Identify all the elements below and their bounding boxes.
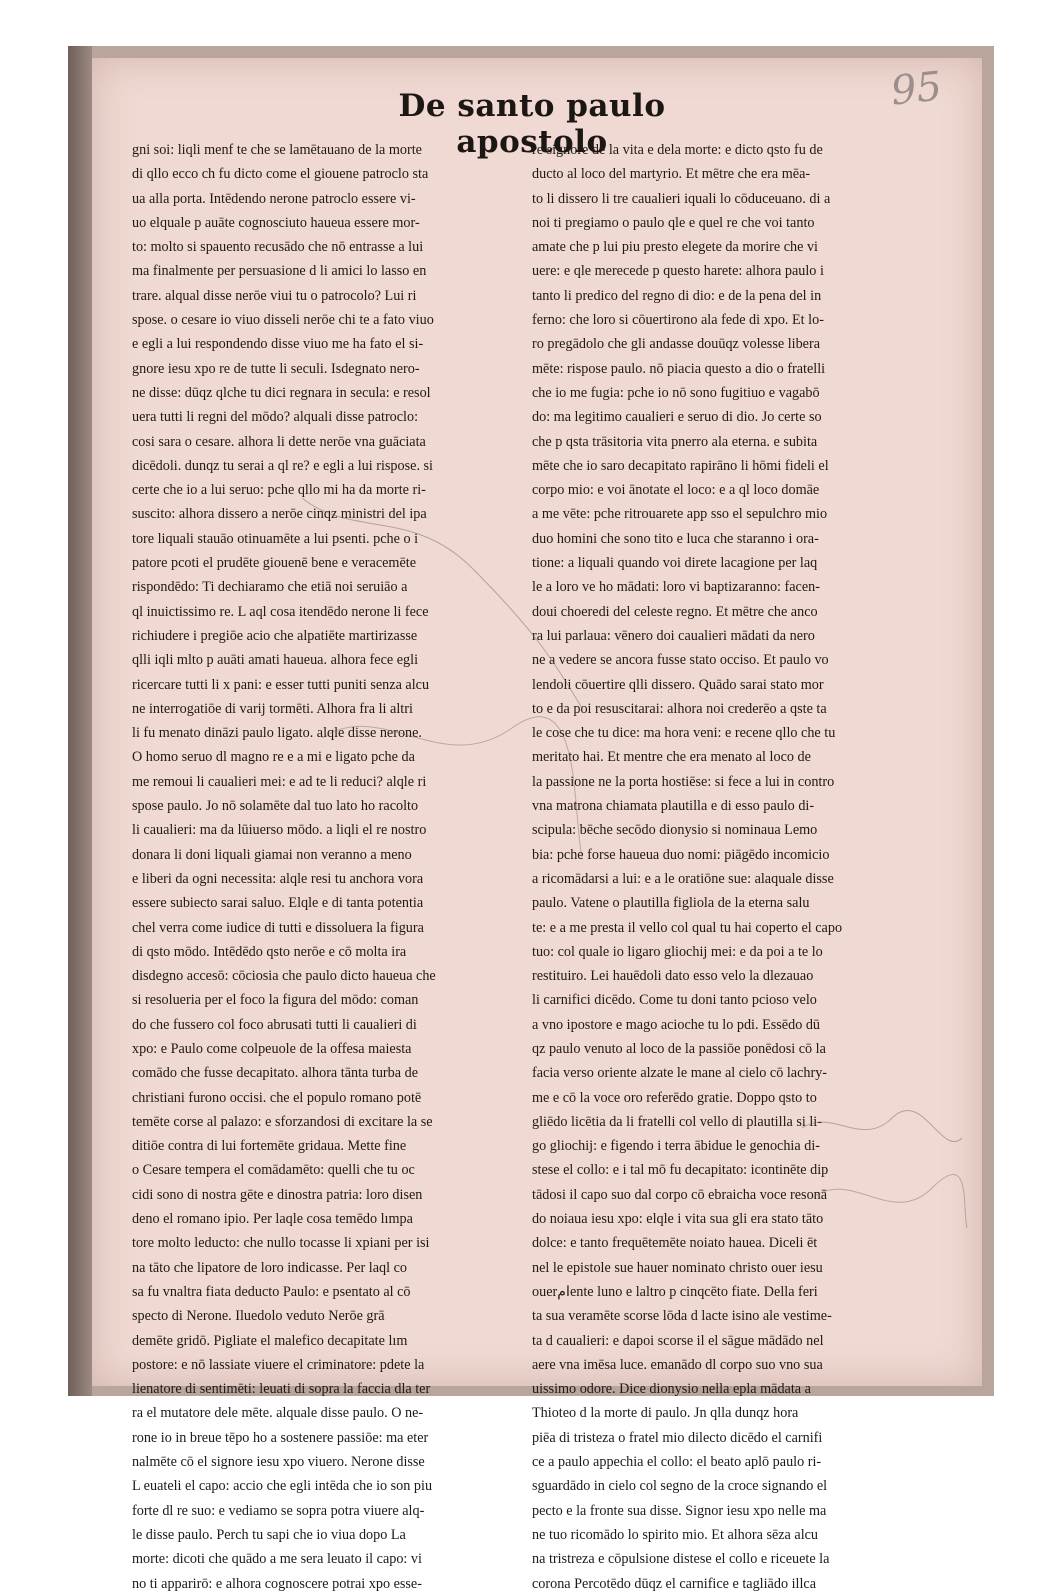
text-line: go gliochij: e figendo i terra ābidue le genochia di- bbox=[532, 1138, 820, 1155]
text-line: nel le epistole sue hauer nominato christo ouer iesu bbox=[532, 1259, 823, 1276]
text-line: paulo. Vatene o plautilla figliola de la eterna salu bbox=[532, 895, 810, 912]
text-line: sguardādo in cielo col segno de la croce signando el bbox=[532, 1478, 828, 1495]
text-line: gni soi: liqli menf te che se lamētauano de la morte bbox=[132, 142, 422, 158]
text-line: qz paulo venuto al loco de la passiōe ponēdosi cō la bbox=[532, 1040, 826, 1057]
text-line: a me vēte: pche ritrouarete app sso el sepulchro mio bbox=[532, 506, 828, 523]
text-line: ua alla porta. Intēdendo nerone patroclo essere vi- bbox=[132, 190, 416, 207]
text-line: suscito: alhora dissero a nerōe cinqz ministri del ipa bbox=[132, 506, 427, 523]
text-line: lienatore di sentimēti: leuati di sopra la faccia dla ter bbox=[132, 1381, 431, 1398]
text-line: ne a vedere se ancora fusse stato occiso. Et paulo vo bbox=[532, 652, 829, 669]
text-line: le disse paulo. Perch tu sapi che io viua dopo La bbox=[132, 1526, 406, 1543]
text-line: patore pcoti el prudēte giouenē bene e veracemēte bbox=[132, 555, 416, 572]
text-line: meritato hai. Et mentre che era menato al loco de bbox=[532, 749, 811, 766]
text-line: la passione ne la porta hostiēse: si fece a lui in contro bbox=[532, 773, 835, 790]
text-line: re signore de la vita e dela morte: e dicto qsto fu de bbox=[532, 142, 823, 158]
text-line: ditiōe contra di lui fortemēte gridaua. Mette fine bbox=[132, 1138, 407, 1155]
text-line: tādosi il capo suo dal corpo cō ebraicha voce resonā bbox=[532, 1186, 828, 1203]
text-line: uere: e qle merecede p questo harete: alhora paulo i bbox=[532, 263, 824, 280]
text-line: ne interrogatiōe di varij tormēti. Alhora fra li altri bbox=[132, 700, 413, 717]
text-line: le a loro ve ho mādati: loro vi baptizaranno: facen- bbox=[532, 579, 820, 596]
text-line: postore: e nō lassiate viuere el criminatore: pdete la bbox=[132, 1356, 425, 1373]
text-line: uo elquale p auāte cognosciuto haueua essere mor- bbox=[132, 214, 420, 231]
text-line: tuo: col quale io ligaro gliochij mei: e da poi a te lo bbox=[532, 943, 823, 960]
text-line: bia: pche forse haueua duo nomi: piāgēdo incomicio bbox=[532, 846, 830, 863]
text-line: li fu menato dināzi paulo ligato. alqle disse nerone. bbox=[132, 725, 422, 742]
text-line: tore molto leducto: che nullo tocasse li xpiani per isi bbox=[132, 1235, 430, 1252]
text-line: trare. alqual disse nerōe viui tu o patrocolo? Lui ri bbox=[132, 287, 417, 304]
text-line: xpo: e Paulo come colpeuole de la offesa maiesta bbox=[132, 1040, 412, 1057]
text-line: rispondēdo: Ti dechiaramo che etiā noi seruiāo a bbox=[132, 579, 408, 596]
text-line: to: molto si spauento recusādo che nō entrasse a lui bbox=[132, 239, 424, 256]
text-line: restituiro. Lei hauēdoli dato esso velo la dlezauao bbox=[532, 968, 814, 985]
text-line: ducto al loco del martyrio. Et mētre che era mēa- bbox=[532, 166, 811, 183]
text-line: che p qsta trāsitoria vita pnerro ala eterna. e subita bbox=[532, 433, 818, 450]
text-line: essere subiecto sarai saluo. Elqle e di tanta potentia bbox=[132, 895, 424, 912]
text-line: no ti apparirō: e alhora cognoscere potrai xpo esse- bbox=[132, 1575, 422, 1592]
text-line: to li dissero li tre caualieri iquali lo cōduceuano. di a bbox=[532, 190, 831, 207]
text-line: cosi sara o cesare. alhora li dette nerōe vna guāciata bbox=[132, 433, 426, 450]
text-line: ra el mutatore dele mēte. alquale disse paulo. O ne- bbox=[132, 1405, 424, 1422]
text-line: na tristreza e cōpulsione distese el collo e riceuete la bbox=[532, 1551, 830, 1568]
text-line: noi ti pregiamo o paulo qle e quel re che voi tanto bbox=[532, 214, 815, 231]
text-line: forte dl re suo: e vediamo se sopra potra viuere alq- bbox=[132, 1502, 425, 1519]
text-line: ferno: che loro si cōuertirono ala fede di xpo. Et lo- bbox=[532, 312, 824, 329]
text-line: O homo seruo dl magno re e a mi e ligato pche da bbox=[132, 749, 415, 766]
text-line: ra lui parlaua: vēnero doi caualieri mādati da nero bbox=[532, 627, 815, 644]
text-line: e liberi da ogni necessita: alqle resi tu anchora vora bbox=[132, 870, 424, 887]
text-line: spose paulo. Jo nō solamēte dal tuo lato ho racolto bbox=[132, 798, 419, 815]
text-line: ql inuictissimo re. L aql cosa itendēdo nerone li fece bbox=[132, 603, 429, 620]
text-line: corona Percotēdo dūqz el carnifice e tagliādo illca bbox=[532, 1575, 817, 1592]
text-line: le cose che tu dice: ma hora veni: e recene qllo che tu bbox=[532, 725, 836, 742]
text-line: dicēdoli. dunqz tu serai a ql re? e egli a lui rispose. si bbox=[132, 457, 433, 474]
text-line: sa fu vnaltra fiata deducto Paulo: e psentato al cō bbox=[132, 1283, 411, 1300]
text-line: aere vna imēsa luce. emanādo dl corpo suo vno sua bbox=[532, 1356, 823, 1373]
text-line: demēte gridō. Pigliate el malefico decapitate lım bbox=[132, 1332, 408, 1349]
text-line: pecto e la fronte sua disse. Signor iesu xpo nelle ma bbox=[532, 1502, 827, 1519]
text-line: specto di Nerone. Iluedolo veduto Nerōe grā bbox=[132, 1308, 385, 1325]
text-line: duo homini che sono tito e luca che staranno i ora- bbox=[532, 530, 819, 547]
text-line: deno el romano ipio. Per laqle cosa temēdo lımpa bbox=[132, 1211, 413, 1228]
text-line: te: e a me presta il vello col qual tu hai coperto el capo bbox=[532, 919, 843, 936]
text-line: mēte che io saro decapitato rapirāno li hōmi fideli el bbox=[532, 457, 829, 474]
text-line: si resolueria per el foco la figura del mōdo: coman bbox=[132, 992, 419, 1009]
text-column-right bbox=[532, 138, 912, 1596]
text-line: rone io in breue tēpo ho a sostenere passiōe: ma eter bbox=[132, 1429, 429, 1446]
text-line: Thioteo d la morte di paulo. Jn qlla dunqz hora bbox=[532, 1405, 799, 1422]
text-line: dolce: e tanto frequētemēte noiato hauea. Diceli ēt bbox=[532, 1235, 818, 1252]
text-column-left bbox=[132, 138, 512, 1596]
text-line: uera tutti li regni del mōdo? alquali disse patroclo: bbox=[132, 409, 419, 426]
text-line: vna matrona chiamata plautilla e di esso paulo di- bbox=[532, 798, 815, 815]
text-line: to e da poi resuscitarai: alhora noi crederēo a qste ta bbox=[532, 700, 827, 717]
text-line: o Cesare tempera el comādamēto: quelli che tu oc bbox=[132, 1162, 415, 1179]
text-line: nalmēte cō el signore iesu xpo viuero. Nerone disse bbox=[132, 1454, 425, 1471]
folio-number: 95 bbox=[888, 63, 945, 115]
text-line: comādo che fusse decapitato. alhora tānta turba de bbox=[132, 1065, 418, 1082]
text-line: cidi sono di nostra gēte e dinostra patria: loro disen bbox=[132, 1186, 423, 1203]
text-line: li carnifici dicēdo. Come tu doni tanto pcioso velo bbox=[532, 992, 817, 1009]
text-line: amate che p lui piu presto elegete da morire che vi bbox=[532, 239, 818, 256]
text-line: ne disse: dūqz qlche tu dici regnara in secula: e resol bbox=[132, 384, 431, 401]
text-line: lendoli cōuertire qlli dissero. Quādo sarai stato mor bbox=[532, 676, 824, 693]
text-line: christiani furono occisi. che el populo romano potē bbox=[132, 1089, 422, 1106]
text-line: doui choeredi del celeste regno. Et mētre che anco bbox=[532, 603, 818, 620]
text-line: ouerامente luno e laltro p cinqcēto fiate. Della feri bbox=[532, 1283, 818, 1300]
text-line: li caualieri: ma da lūiuerso mōdo. a liqli el re nostro bbox=[132, 822, 427, 839]
text-line: certe che io a lui seruo: pche qllo mi ha da morte ri- bbox=[132, 482, 426, 499]
text-line: ta d caualieri: e dapoi scorse il el sāgue mādādo nel bbox=[532, 1332, 824, 1349]
text-line: a vno ipostore e mago acioche tu lo pdi. Essēdo dū bbox=[532, 1016, 821, 1033]
text-line: di qsto mōdo. Intēdēdo qsto nerōe e cō molta ira bbox=[132, 943, 407, 960]
text-line: richiudere i pregiōe acio che alpatiēte martirizasse bbox=[132, 627, 418, 644]
text-line: donara li doni liquali giamai non veranno a meno bbox=[132, 846, 412, 863]
text-line: a ricomādarsi a lui: e a le oratiōne sue: alaquale disse bbox=[532, 870, 834, 887]
text-line: me remoui li caualieri mei: e ad te li reduci? alqle ri bbox=[132, 773, 427, 790]
text-line: ma finalmente per persuasione d li amici lo lasso en bbox=[132, 263, 427, 280]
text-line: qlli iqli mlto p auāti amati haueua. alhora fece egli bbox=[132, 652, 419, 669]
text-line: stese el collo: e i tal mō fu decapitato: icontinēte dip bbox=[532, 1162, 829, 1179]
text-line: tore liquali stauāo otinuamēte a lui psenti. pche o i bbox=[132, 530, 419, 547]
running-head: De santo paulo apostolo bbox=[398, 88, 666, 160]
text-line: gliēdo licētia da li fratelli col vello di plautilla si li- bbox=[532, 1113, 822, 1130]
text-line: tione: a liquali quando voi direte lacagione per laq bbox=[532, 555, 818, 572]
text-line: ta sua veramēte scorse lōda d lacte isino ale vestime- bbox=[532, 1308, 832, 1325]
text-line: gnore iesu xpo re de tutte li seculi. Isdegnato nero- bbox=[132, 360, 420, 377]
text-line: ce a paulo appechia el collo: el beato aplō paulo ri- bbox=[532, 1454, 822, 1471]
text-line: me e cō la voce oro referēdo gratie. Doppo qsto to bbox=[532, 1089, 817, 1106]
text-line: corpo mio: e voi ānotate el loco: e a ql loco domāe bbox=[532, 482, 820, 499]
text-line: piēa di tristeza o fratel mio dilecto dicēdo el carnifi bbox=[532, 1429, 823, 1446]
text-line: uissimo odore. Dice dionysio nella epla mādata a bbox=[532, 1381, 811, 1398]
text-line: ro pregādolo che gli andasse douūqz volesse libera bbox=[532, 336, 820, 353]
text-line: e egli a lui respondendo disse viuo me ha fato el si- bbox=[132, 336, 424, 353]
scanned-page-photo bbox=[68, 46, 994, 1592]
text-line: tanto li predico del regno di dio: e de la pena del in bbox=[532, 287, 822, 304]
text-line: scipula: bēche secōdo dionysio si nominaua Lemo bbox=[532, 822, 818, 839]
text-line: chel verra come iudice di tutti e dissoluera la figura bbox=[132, 919, 424, 936]
text-line: mēte: rispose paulo. nō piacia questo a dio o fratelli bbox=[532, 360, 826, 377]
text-line: ricercare tutti li x pani: e esser tutti puniti senza alcu bbox=[132, 676, 430, 693]
text-line: temēte corse al palazo: e sforzandosi di excitare la se bbox=[132, 1113, 433, 1130]
text-line: disdegno accesō: cōciosia che paulo dicto haueua che bbox=[132, 968, 436, 985]
text-line: do: ma legitimo caualieri e seruo di dio. Jo certe so bbox=[532, 409, 822, 426]
text-line: che io me fugia: pche io nō sono fugitiuo e vagabō bbox=[532, 384, 820, 401]
text-line: facia verso oriente alzate le mane al cielo cō lachry- bbox=[532, 1065, 828, 1082]
text-line: di qllo ecco ch fu dicto come el giouene patroclo sta bbox=[132, 166, 429, 183]
text-line: do noiaua iesu xpo: elqle i vita sua gli era stato tāto bbox=[532, 1211, 824, 1228]
book-binding-edge bbox=[68, 46, 92, 1396]
text-line: morte: dicoti che quādo a me sera leuato il capo: vi bbox=[132, 1551, 422, 1568]
text-line: do che fussero col foco abrusati tutti li caualieri di bbox=[132, 1016, 417, 1033]
manuscript-page bbox=[92, 58, 982, 1592]
text-line: spose. o cesare io viuo disseli nerōe chi te a fato viuo bbox=[132, 312, 434, 329]
text-line: na tāto che lipatore de loro indicasse. Per laql co bbox=[132, 1259, 407, 1276]
text-line: L euateli el capo: accio che egli intēda che io son piu bbox=[132, 1478, 433, 1495]
text-line: ne tuo ricomādo lo spirito mio. Et alhora sēza alcu bbox=[532, 1526, 819, 1543]
